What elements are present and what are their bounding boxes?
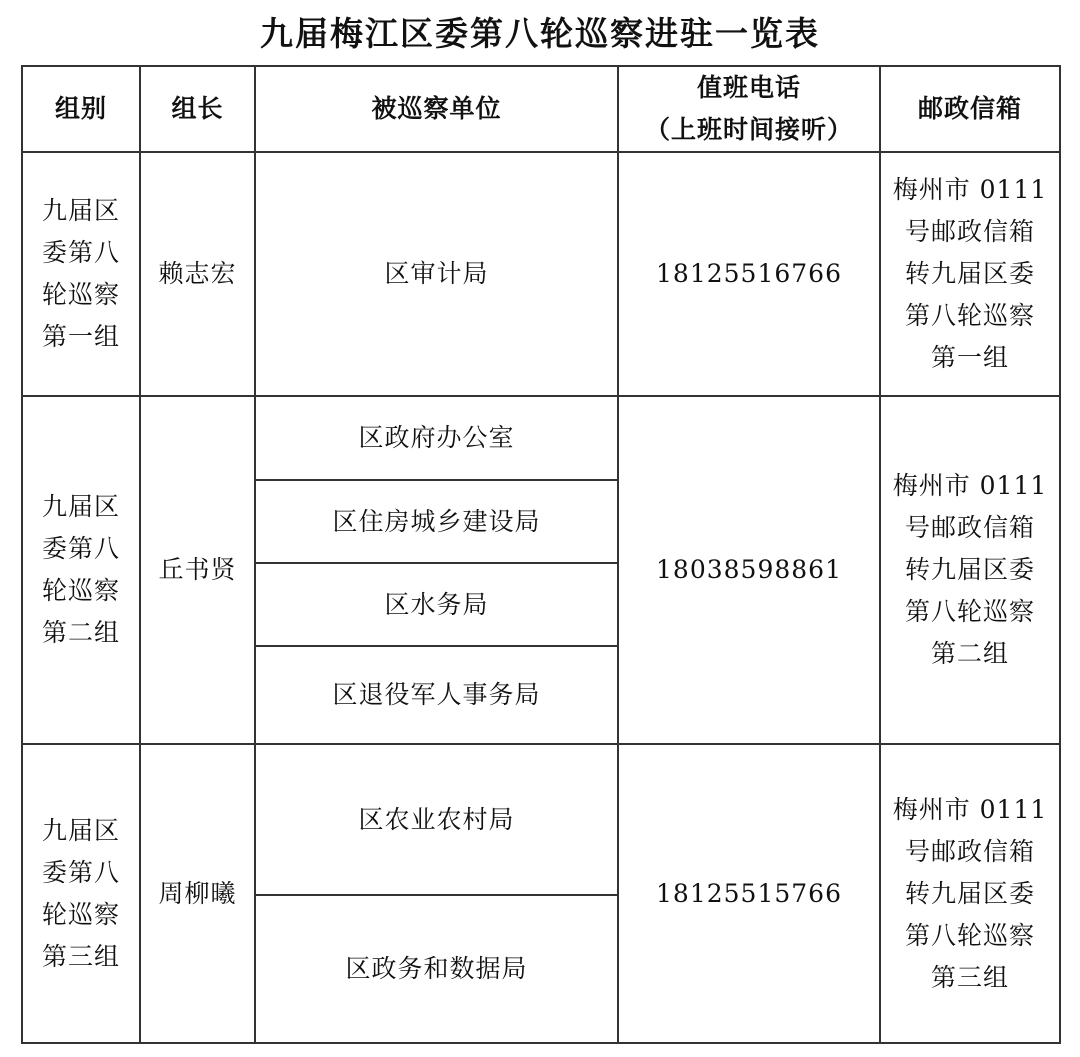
table-row xyxy=(22,744,1060,895)
header-leader: 组长 xyxy=(140,66,255,152)
leader-cell: 丘书贤 xyxy=(140,396,255,744)
header-phone-line1: 值班电话 xyxy=(696,73,801,102)
mailbox-line: 梅州市 0111 xyxy=(892,471,1048,500)
mailbox-line: 第八轮巡察 xyxy=(904,920,1035,950)
mailbox-line: 梅州市 0111 xyxy=(892,175,1048,204)
page-title: 九届梅江区委第八轮巡察进驻一览表 xyxy=(260,14,820,53)
mailbox-line: 转九届区委 xyxy=(904,555,1035,584)
group-name-cell xyxy=(22,744,140,1043)
unit-cell: 区水务局 xyxy=(255,563,618,646)
group-name-line: 轮巡察 xyxy=(41,280,120,309)
group-name-line: 九届区 xyxy=(41,815,120,845)
unit-cell: 区农业农村局 xyxy=(255,744,618,895)
mailbox-line: 梅州市 0111 xyxy=(892,794,1048,824)
leader-cell: 赖志宏 xyxy=(140,152,255,396)
unit-cell: 区审计局 xyxy=(255,152,618,396)
group-name-line: 第二组 xyxy=(41,618,120,647)
phone-cell: 18038598861 xyxy=(618,396,880,744)
mailbox-cell xyxy=(880,396,1060,744)
unit-cell: 区政府办公室 xyxy=(255,396,618,480)
header-phone-line2: （上班时间接听） xyxy=(644,115,853,144)
group-name-cell xyxy=(22,152,140,396)
group-name-line: 第一组 xyxy=(41,322,120,351)
mailbox-line: 转九届区委 xyxy=(904,259,1035,288)
group-name-line: 轮巡察 xyxy=(41,899,120,929)
mailbox-line: 第二组 xyxy=(930,639,1009,668)
header-unit: 被巡察单位 xyxy=(255,66,618,152)
mailbox-line: 第一组 xyxy=(930,343,1009,372)
mailbox-line: 号邮政信箱 xyxy=(904,836,1035,866)
leader-cell: 周柳曦 xyxy=(140,744,255,1043)
mailbox-line: 第三组 xyxy=(930,962,1009,992)
mailbox-line: 第八轮巡察 xyxy=(904,597,1035,626)
phone-cell: 18125515766 xyxy=(618,744,880,1043)
inspection-table xyxy=(21,65,1061,1044)
group-name-line: 委第八 xyxy=(41,857,120,887)
mailbox-line: 号邮政信箱 xyxy=(904,217,1035,246)
table-row xyxy=(22,152,1060,396)
header-row xyxy=(22,66,1060,152)
group-name-line: 委第八 xyxy=(41,238,120,267)
unit-cell: 区退役军人事务局 xyxy=(255,646,618,744)
unit-cell: 区住房城乡建设局 xyxy=(255,480,618,563)
mailbox-line: 转九届区委 xyxy=(904,878,1035,908)
group-name-line: 第三组 xyxy=(41,941,120,971)
mailbox-line: 第八轮巡察 xyxy=(904,301,1035,330)
header-mailbox: 邮政信箱 xyxy=(880,66,1060,152)
unit-cell: 区政务和数据局 xyxy=(255,895,618,1043)
mailbox-cell xyxy=(880,152,1060,396)
group-name-line: 委第八 xyxy=(41,534,120,563)
group-name-line: 轮巡察 xyxy=(41,576,120,605)
header-group: 组别 xyxy=(22,66,140,152)
group-name-line: 九届区 xyxy=(41,492,120,521)
mailbox-cell xyxy=(880,744,1060,1043)
table-row xyxy=(22,396,1060,480)
group-name-cell xyxy=(22,396,140,744)
group-name-line: 九届区 xyxy=(41,196,120,225)
phone-cell: 18125516766 xyxy=(618,152,880,396)
mailbox-line: 号邮政信箱 xyxy=(904,513,1035,542)
header-phone xyxy=(618,66,880,152)
